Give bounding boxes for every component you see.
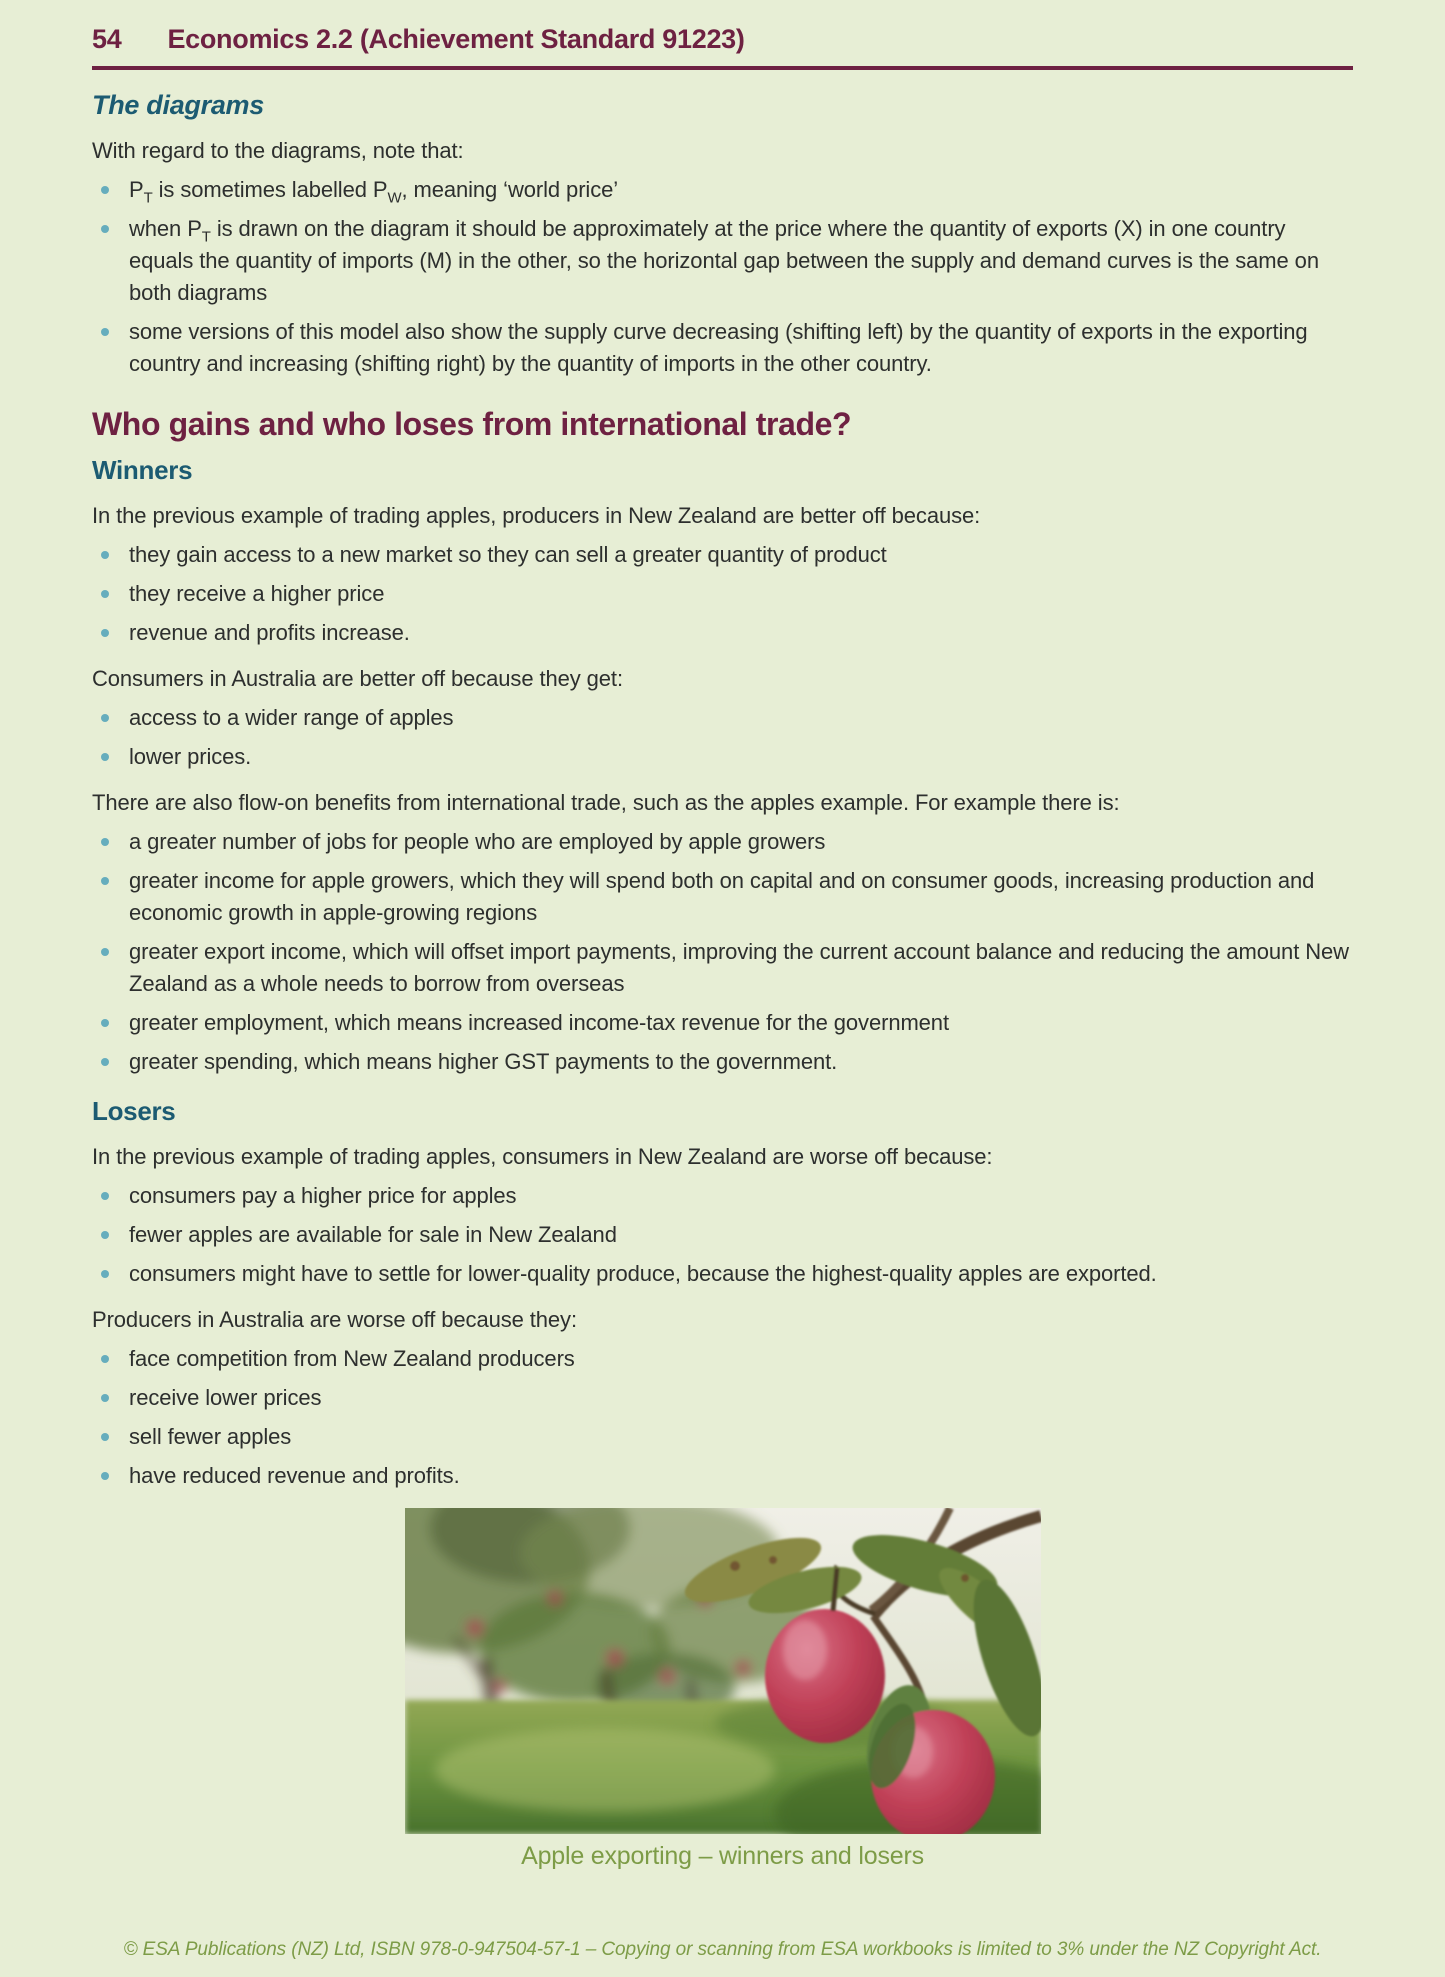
list-item [92,1258,1353,1290]
list-item [92,578,1353,610]
diagrams-bullet-list [92,174,1353,380]
list-item [92,1460,1353,1492]
list-item-text: greater income for apple growers, which they will spend both on capital and on consumer goods, increasing production and economic growth in apple-growing regions [129,868,1315,925]
bullet-icon [101,1355,109,1363]
text-run: when P [129,216,202,241]
list-item-text: greater export income, which will offset import payments, improving the current account balance and reducing the amount New Zealand as a whole needs to borrow from overseas [129,939,1349,996]
list-item-text: greater spending, which means higher GST payments to the government. [129,1049,838,1074]
bullet-icon [101,1472,109,1480]
losers-list-2 [92,1343,1353,1492]
bullet-icon [101,551,109,559]
list-item-text: face competition from New Zealand producers [129,1346,575,1371]
list-item-text: some versions of this model also show the supply curve decreasing (shifting left) by the quantity of exports in the exporting country and increasing (shifting right) by the quantity of imports in the other country. [129,319,1308,376]
list-item [92,1007,1353,1039]
list-item-text: have reduced revenue and profits. [129,1463,460,1488]
header-rule [92,66,1353,70]
paragraph: Consumers in Australia are better off because they get: [92,666,623,691]
bullet-icon [101,753,109,761]
paragraph: In the previous example of trading apples, producers in New Zealand are better off because: [92,503,981,528]
bullet-icon [101,838,109,846]
winners-list-3 [92,826,1353,1078]
page-footer: © ESA Publications (NZ) Ltd, ISBN 978-0-947504-57-1 – Copying or scanning from ESA workbooks is limited to 3% under the NZ Copyright Act. [123,1939,1322,1960]
list-item [92,316,1353,380]
bullet-icon [101,714,109,722]
losers-heading: Losers [92,1096,176,1126]
bullet-icon [101,1270,109,1278]
bullet-icon [101,1433,109,1441]
list-item-text: revenue and profits increase. [129,620,410,645]
list-item [92,174,1353,206]
list-item-text [129,216,1319,305]
section-diagrams [92,90,1353,380]
bullet-icon [101,629,109,637]
list-item-text: sell fewer apples [129,1424,292,1449]
list-item-text: they receive a higher price [129,581,385,606]
list-item [92,826,1353,858]
winners-list-1 [92,539,1353,649]
bullet-icon [101,1192,109,1200]
main-heading: Who gains and who loses from international trade? [92,406,852,442]
list-item-text: consumers might have to settle for lower-quality produce, because the highest-quality apples are exported. [129,1261,1157,1286]
list-item-text: access to a wider range of apples [129,705,454,730]
list-item [92,1219,1353,1251]
list-item [92,1046,1353,1078]
list-item [92,617,1353,649]
page-header [92,24,1353,70]
list-item [92,539,1353,571]
subscript: T [201,228,211,246]
list-item-text: receive lower prices [129,1385,322,1410]
list-item-text: a greater number of jobs for people who are employed by apple growers [129,829,826,854]
bullet-icon [101,328,109,336]
paragraph: In the previous example of trading apples, consumers in New Zealand are worse off because: [92,1144,993,1169]
list-item [92,741,1353,773]
bullet-icon [101,225,109,233]
text-run: , meaning ‘world price’ [401,177,619,202]
list-item-text: greater employment, which means increased income-tax revenue for the government [129,1010,949,1035]
bullet-icon [101,1231,109,1239]
apple-figure [92,1508,1353,1871]
list-item-text: they gain access to a new market so they can sell a greater quantity of product [129,542,887,567]
losers-list-1 [92,1180,1353,1290]
apple-orchard-image [405,1508,1041,1834]
list-item-text [129,177,619,207]
section-trade [92,406,1353,1492]
page-number: 54 [92,24,122,54]
list-item [92,936,1353,1000]
winners-list-2 [92,702,1353,773]
bullet-icon [101,877,109,885]
diagrams-heading: The diagrams [92,90,264,120]
list-item [92,1421,1353,1453]
list-item [92,1382,1353,1414]
list-item [92,213,1353,309]
list-item [92,702,1353,734]
text-run: P [129,177,144,202]
bullet-icon [101,948,109,956]
paragraph: With regard to the diagrams, note that: [92,138,464,163]
list-item [92,1343,1353,1375]
text-run: is sometimes labelled P [152,177,388,202]
subscript: W [387,189,402,207]
paragraph: Producers in Australia are worse off because they: [92,1307,577,1332]
bullet-icon [101,1058,109,1066]
bullet-icon [101,1394,109,1402]
bullet-icon [101,186,109,194]
list-item [92,1180,1353,1212]
subscript: T [143,189,153,207]
bullet-icon [101,1019,109,1027]
header-row [92,24,1353,55]
text-run: is drawn on the diagram it should be approximately at the price where the quantity of exports (X) in one country equals the quantity of imports (M) in the other, so the horizontal gap between the supply and demand curves is the same on both diagrams [129,216,1319,305]
list-item-text: fewer apples are available for sale in New Zealand [129,1222,617,1247]
paragraph: There are also flow-on benefits from international trade, such as the apples example. For example there is: [92,790,1120,815]
list-item-text: lower prices. [129,744,252,769]
figure-caption: Apple exporting – winners and losers [521,1842,924,1870]
winners-heading: Winners [92,455,193,485]
page-title: Economics 2.2 (Achievement Standard 91223) [167,24,745,54]
list-item [92,865,1353,929]
list-item-text: consumers pay a higher price for apples [129,1183,517,1208]
bullet-icon [101,590,109,598]
